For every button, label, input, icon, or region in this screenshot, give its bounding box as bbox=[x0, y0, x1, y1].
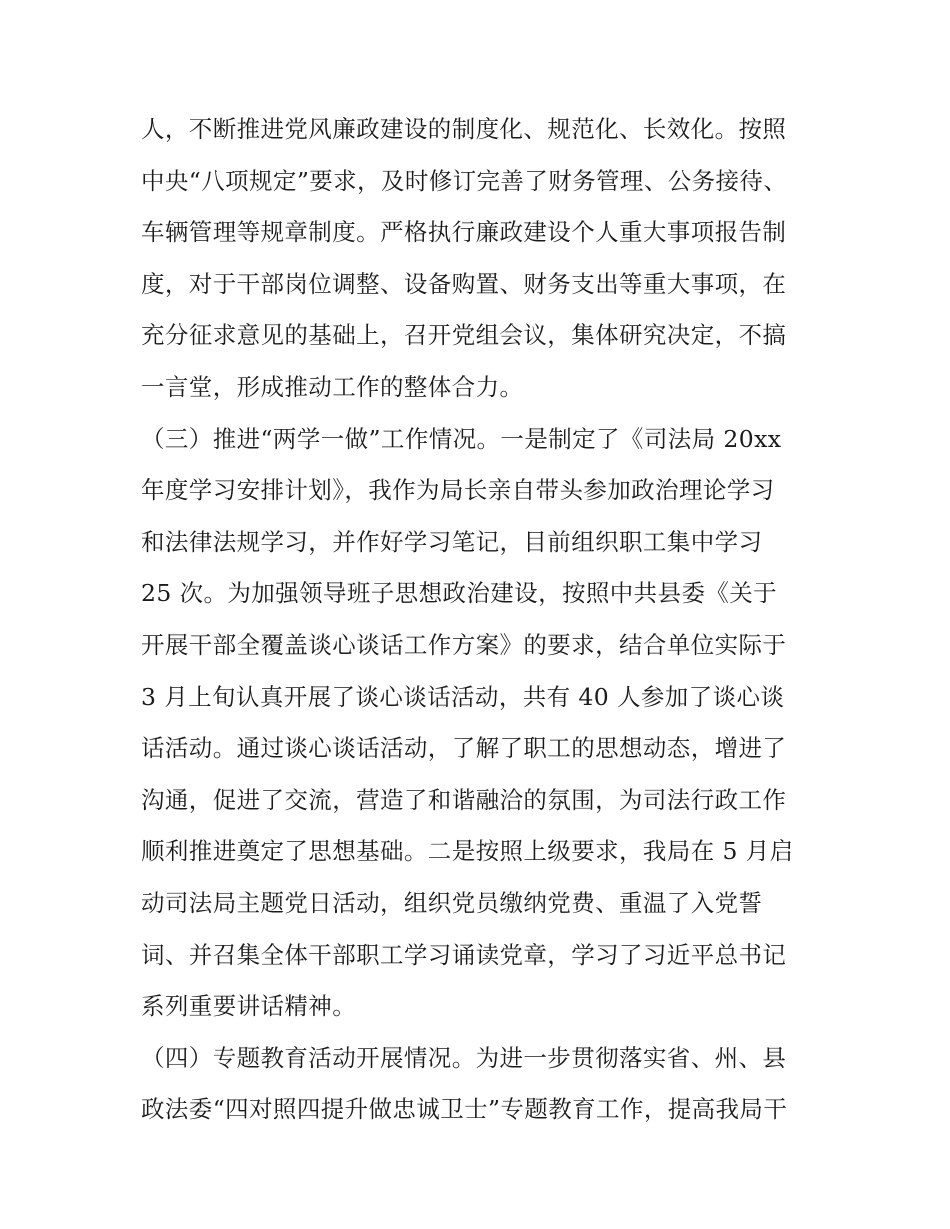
text-line: 度，对于干部岗位调整、设备购置、财务支出等重大事项，在 bbox=[141, 269, 787, 298]
text-line: 开展干部全覆盖谈心谈话工作方案》的要求，结合单位实际于 bbox=[141, 630, 787, 659]
text-line: 3 月上旬认真开展了谈心谈话活动，共有 40 人参加了谈心谈 bbox=[141, 682, 785, 711]
body-text bbox=[141, 104, 821, 1136]
text-line: 和法律法规学习，并作好学习笔记，目前组织职工集中学习 bbox=[141, 527, 763, 556]
text-line: 沟通，促进了交流，营造了和谐融洽的氛围，为司法行政工作 bbox=[141, 785, 787, 814]
text-line: 车辆管理等规章制度。严格执行廉政建设个人重大事项报告制 bbox=[141, 218, 787, 247]
text-line: 话活动。通过谈心谈话活动，了解了职工的思想动态，增进了 bbox=[141, 734, 787, 763]
text-line: 顺利推进奠定了思想基础。二是按照上级要求，我局在 5 月启 bbox=[141, 837, 794, 866]
text-line: 政法委“四对照四提升做忠诚卫士”专题教育工作，提高我局干 bbox=[141, 1095, 788, 1124]
text-line: 一言堂，形成推动工作的整体合力。 bbox=[141, 372, 524, 401]
text-line: 25 次。为加强领导班子思想政治建设，按照中共县委《关于 bbox=[141, 579, 778, 608]
text-line: （三）推进“两学一做”工作情况。一是制定了《司法局 20xx bbox=[141, 424, 782, 453]
text-line: 中央“八项规定”要求，及时修订完善了财务管理、公务接待、 bbox=[141, 166, 788, 195]
text-line: 动司法局主题党日活动，组织党员缴纳党费、重温了入党誓 bbox=[141, 888, 763, 917]
text-line: 词、并召集全体干部职工学习诵读党章，学习了习近平总书记 bbox=[141, 940, 787, 969]
text-line: 系列重要讲话精神。 bbox=[141, 992, 357, 1021]
text-line: 人，不断推进党风廉政建设的制度化、规范化、长效化。按照 bbox=[141, 115, 787, 143]
text-line: 年度学习安排计划》，我作为局长亲自带头参加政治理论学习 bbox=[141, 476, 775, 505]
text-line: 充分征求意见的基础上，召开党组会议，集体研究决定，不搞 bbox=[141, 321, 787, 350]
text-line: （四）专题教育活动开展情况。为进一步贯彻落实省、州、县 bbox=[141, 1043, 787, 1072]
